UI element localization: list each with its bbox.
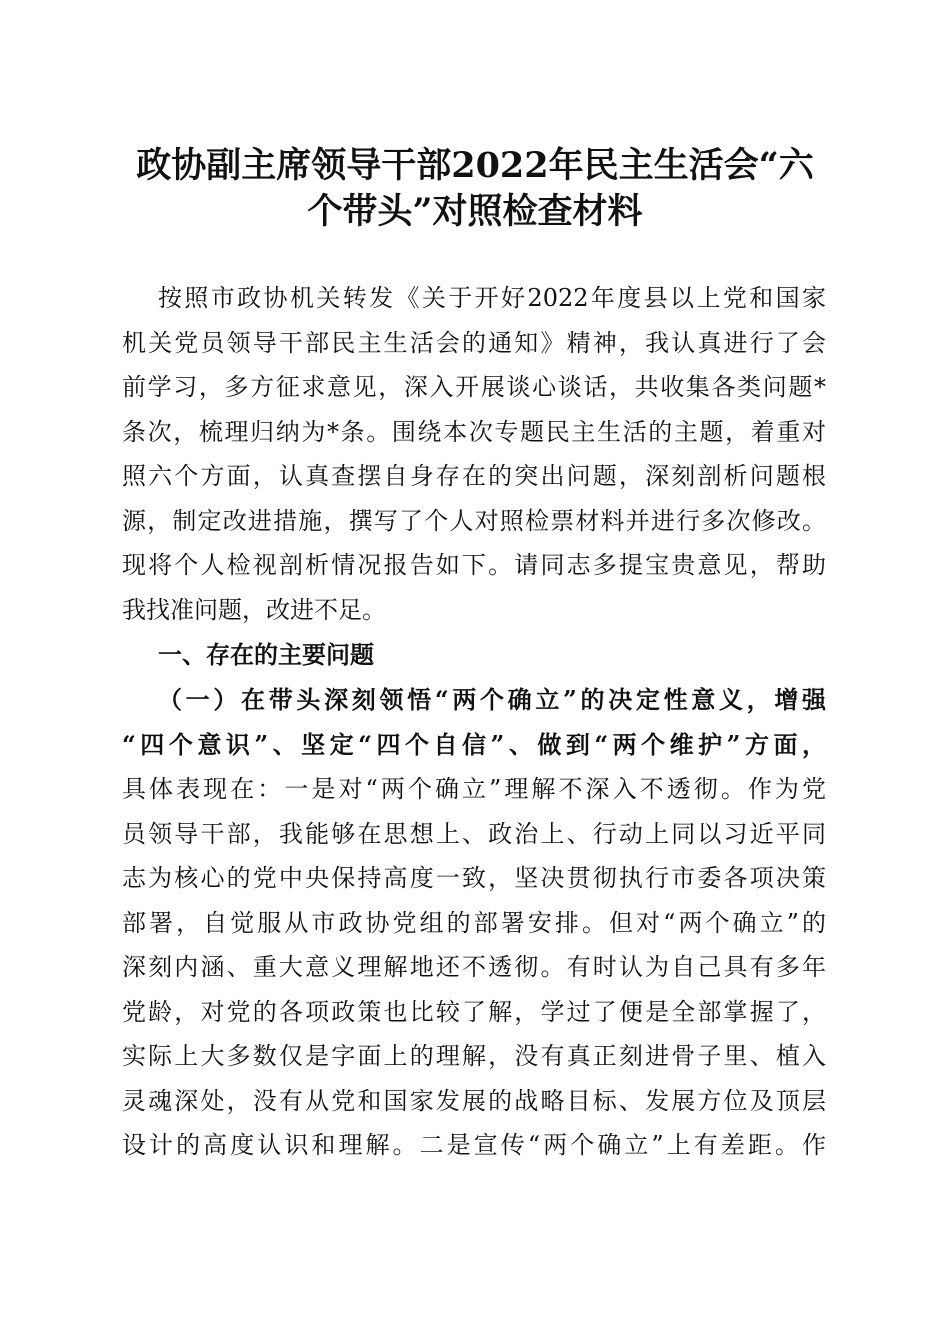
- section-paragraph-line: 党龄，对党的各项政策也比较了解，学过了便是全部掌握了，: [122, 997, 826, 1026]
- intro-paragraph-line: 现将个人检视剖析情况报告如下。请同志多提宝贵意见，帮助: [122, 551, 826, 579]
- section-paragraph-line: 实际上大多数仅是字面上的理解，没有真正刻进骨子里、植入: [122, 1042, 826, 1070]
- section-paragraph-line: 员领导干部，我能够在思想上、政治上、行动上同以习近平同: [122, 819, 826, 848]
- intro-paragraph-line: 机关党员领导干部民主生活会的通知》精神，我认真进行了会: [122, 328, 826, 357]
- intro-paragraph-line: 照六个方面，认真查摆自身存在的突出问题，深刻剖析问题根: [122, 462, 826, 490]
- intro-paragraph-line: 条次，梳理归纳为*条。围绕本次专题民主生活的主题，着重对: [122, 417, 826, 446]
- intro-paragraph-line: 按照市政协机关转发《关于开好2022年度县以上党和国家: [158, 284, 826, 312]
- section-paragraph-line: （一）在带头深刻领悟“两个确立”的决定性意义，增强: [158, 685, 826, 714]
- section-paragraph-line: 设计的高度认识和理解。二是宣传“两个确立”上有差距。作: [122, 1131, 826, 1159]
- document-title: 个带头”对照检查材料: [307, 191, 643, 232]
- document-title: 政协副主席领导干部2022年民主生活会“六: [136, 145, 814, 186]
- section-paragraph-line: “四个意识”、坚定“四个自信”、做到“两个维护”方面，: [122, 729, 826, 759]
- section-paragraph-line: 深刻内涵、重大意义理解地还不透彻。有时认为自己具有多年: [122, 953, 826, 981]
- section-paragraph-line: 志为核心的党中央保持高度一致，坚决贯彻执行市委各项决策: [122, 864, 826, 892]
- section-paragraph-line: 灵魂深处，没有从党和国家发展的战略目标、发展方位及顶层: [122, 1086, 826, 1115]
- section-heading: 一、存在的主要问题: [158, 641, 374, 669]
- section-paragraph-line: 具体表现在：一是对“两个确立”理解不深入不透彻。作为党: [122, 775, 826, 803]
- intro-paragraph-line: 我找准问题，改进不足。: [122, 595, 386, 624]
- intro-paragraph-line: 前学习，多方征求意见，深入开展谈心谈话，共收集各类问题*: [122, 373, 826, 401]
- section-paragraph-line: 部署，自觉服从市政协党组的部署安排。但对“两个确立”的: [122, 908, 826, 937]
- intro-paragraph-line: 源，制定改进措施，撰写了个人对照检票材料并进行多次修改。: [122, 506, 826, 535]
